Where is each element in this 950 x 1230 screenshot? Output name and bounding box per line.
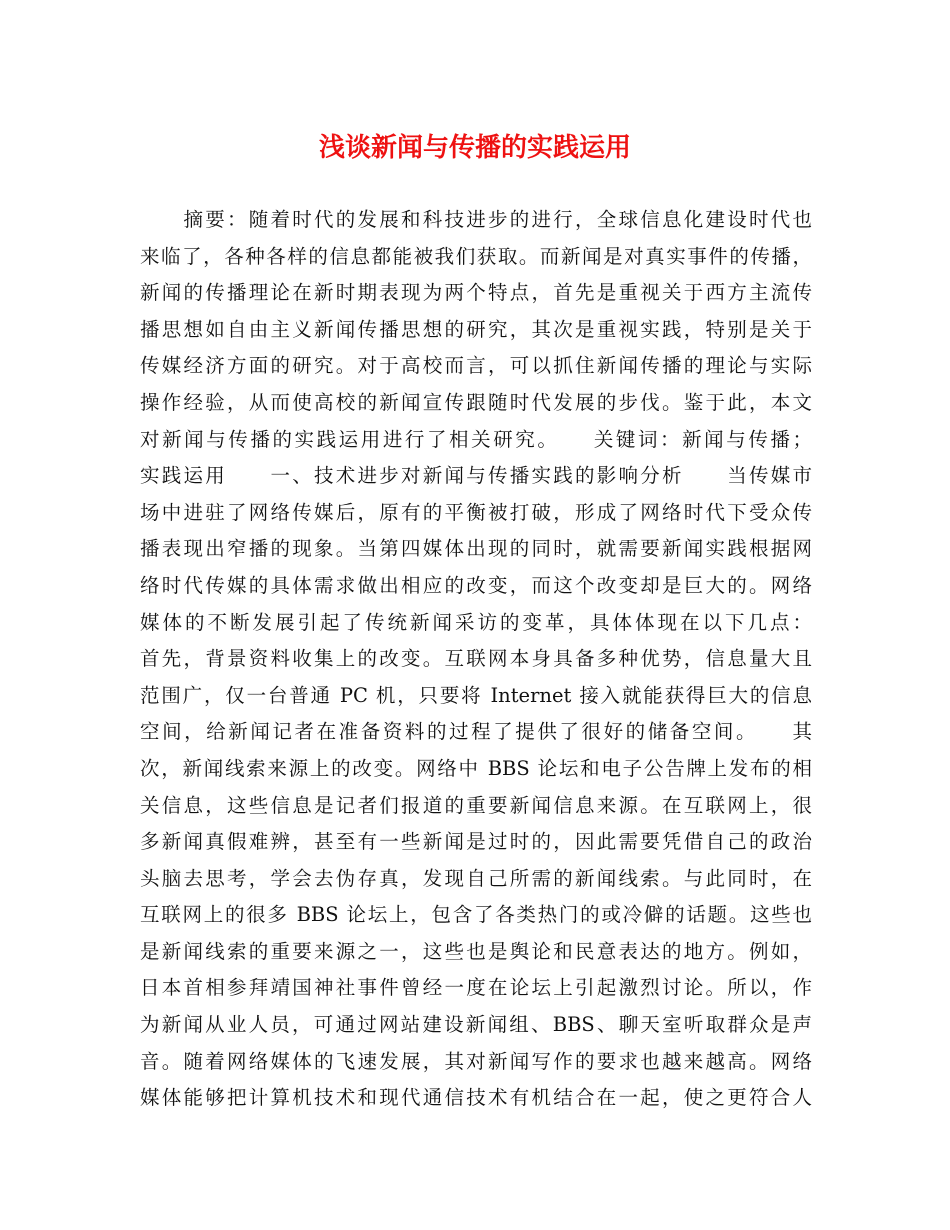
body-line: 为新闻从业人员，可通过网站建设新闻组、BBS、聊天室听取群众是声 — [140, 1013, 812, 1037]
body-line: 日本首相参拜靖国神社事件曾经一度在论坛上引起激烈讨论。所以，作 — [140, 976, 812, 1000]
body-line: 摘要：随着时代的发展和科技进步的进行，全球信息化建设时代也 — [140, 208, 812, 231]
body-line: 传媒经济方面的研究。对于高校而言，可以抓住新闻传播的理论与实际 — [140, 354, 812, 378]
body-line: 来临了，各种各样的信息都能被我们获取。而新闻是对真实事件的传播， — [140, 244, 812, 268]
body-line: 新闻的传播理论在新时期表现为两个特点，首先是重视关于西方主流传 — [140, 281, 812, 305]
body-line: 播表现出窄播的现象。当第四媒体出现的同时，就需要新闻实践根据网 — [140, 537, 812, 561]
body-line: 媒体的不断发展引起了传统新闻采访的变革，具体体现在以下几点： — [140, 610, 812, 634]
body-line: 是新闻线索的重要来源之一，这些也是舆论和民意表达的地方。例如， — [140, 939, 812, 963]
body-line: 空间，给新闻记者在准备资料的过程了提供了很好的储备空间。 其 — [140, 720, 812, 744]
document-title: 浅谈新闻与传播的实践运用 — [318, 133, 631, 163]
body-line: 首先，背景资料收集上的改变。互联网本身具备多种优势，信息量大且 — [140, 647, 812, 671]
body-line: 范围广，仅一台普通 PC 机，只要将 Internet 接入就能获得巨大的信息 — [140, 683, 812, 707]
body-line: 多新闻真假难辨，甚至有一些新闻是过时的，因此需要凭借自己的政治 — [140, 830, 812, 854]
body-line: 次，新闻线索来源上的改变。网络中 BBS 论坛和电子公告牌上发布的相 — [140, 756, 812, 780]
document-body — [140, 202, 812, 1117]
body-line: 操作经验，从而使高校的新闻宣传跟随时代发展的步伐。鉴于此，本文 — [140, 390, 812, 414]
body-line: 媒体能够把计算机技术和现代通信技术有机结合在一起，使之更符合人 — [140, 1086, 812, 1110]
body-line: 播思想如自由主义新闻传播思想的研究，其次是重视实践，特别是关于 — [140, 317, 812, 341]
body-line: 场中进驻了网络传媒后，原有的平衡被打破，形成了网络时代下受众传 — [140, 500, 812, 524]
body-line: 头脑去思考，学会去伪存真，发现自己所需的新闻线索。与此同时，在 — [140, 866, 812, 890]
body-line: 对新闻与传播的实践运用进行了相关研究。 关键词：新闻与传播； — [140, 427, 812, 451]
body-line: 互联网上的很多 BBS 论坛上，包含了各类热门的或冷僻的话题。这些也 — [140, 903, 812, 927]
body-line: 音。随着网络媒体的飞速发展，其对新闻写作的要求也越来越高。网络 — [140, 1049, 812, 1073]
body-line: 络时代传媒的具体需求做出相应的改变，而这个改变却是巨大的。网络 — [140, 573, 812, 597]
body-line: 关信息，这些信息是记者们报道的重要新闻信息来源。在互联网上，很 — [140, 793, 812, 817]
body-line: 实践运用 一、技术进步对新闻与传播实践的影响分析 当传媒市 — [140, 464, 812, 488]
